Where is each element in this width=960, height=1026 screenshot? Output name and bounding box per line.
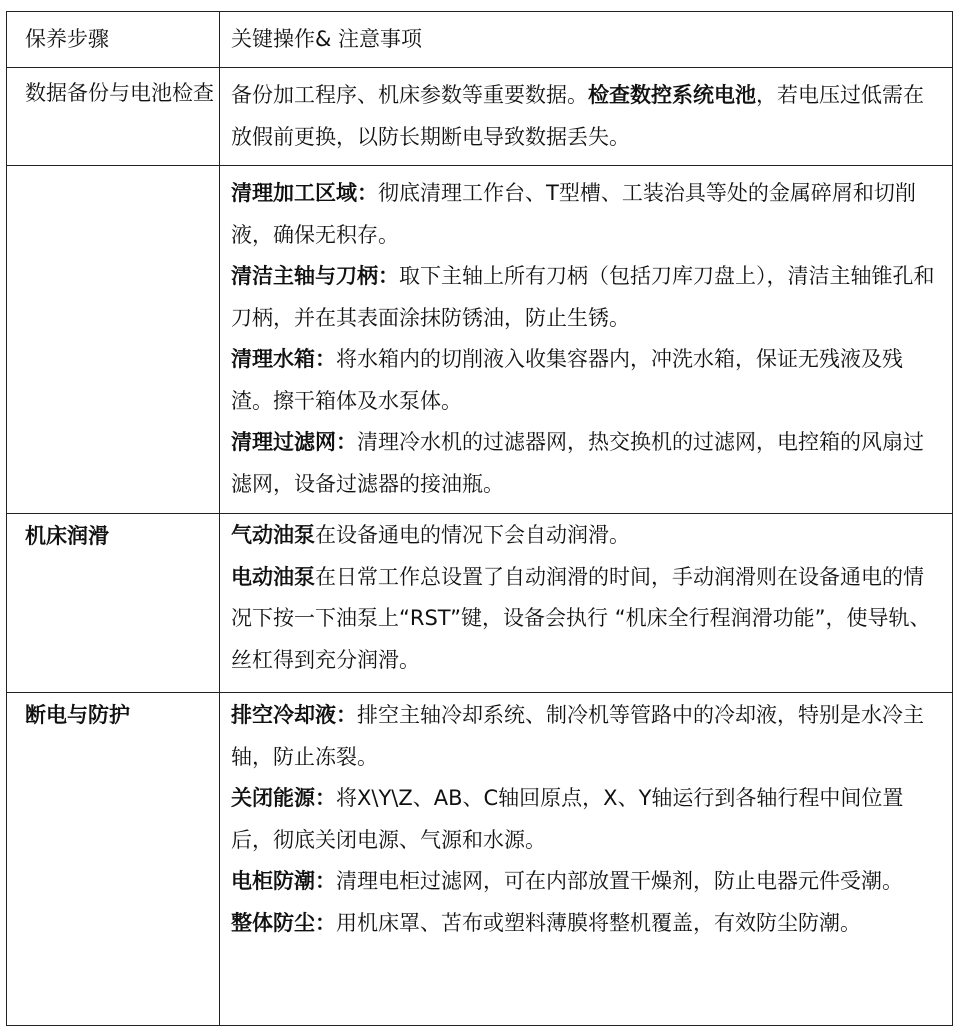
operation-text: 用机床罩、苫布或塑料薄膜将整机覆盖，有效防尘防潮。	[336, 910, 861, 935]
operations-cell	[220, 693, 953, 1026]
operation-text: 取下主轴上所有刀柄（包括刀库刀盘上），清洁主轴锥孔和刀柄，并在其表面涂抹防锈油，防止生锈。	[231, 264, 935, 330]
operation-text: 将水箱内的切削液入收集容器内，冲洗水箱，保证无残液及残渣。擦干箱体及水泵体。	[231, 347, 903, 413]
operation-highlight: 检查数控系统电池	[588, 83, 756, 107]
operation-lead: 清理过滤网：	[231, 430, 357, 454]
operation-lead: 清理水箱：	[231, 347, 336, 371]
operation-paragraph	[231, 422, 944, 505]
operation-paragraph	[231, 515, 944, 557]
operation-paragraph	[231, 861, 944, 903]
table-row	[7, 166, 953, 514]
operation-lead: 电柜防潮：	[231, 869, 336, 893]
operation-text: 将X\Y\Z、AB、C轴回原点，X、Y轴运行到各轴行程中间位置后，彻底关闭电源、气源和水源。	[231, 786, 904, 852]
operation-text: 清理冷水机的过滤器网，热交换机的过滤网，电控箱的风扇过滤网，设备过滤器的接油瓶。	[231, 430, 924, 496]
operation-lead: 气动油泵	[231, 523, 315, 547]
operation-paragraph	[231, 778, 944, 861]
table-row	[7, 68, 953, 166]
step-cell: 机床润滑	[7, 514, 220, 693]
operation-lead: 电动油泵	[231, 564, 315, 589]
operation-lead: 排空冷却液：	[231, 703, 357, 727]
operation-text-tail: ，若电压过低需在放假前更换，以防长期断电导致数据丢失。	[231, 83, 924, 149]
operation-text: 在设备通电的情况下会自动润滑。	[315, 523, 630, 547]
operation-text: 清理电柜过滤网，可在内部放置干燥剂，防止电器元件受潮。	[336, 869, 903, 893]
maintenance-table	[6, 11, 953, 1026]
operation-paragraph	[231, 903, 944, 945]
operation-paragraph	[231, 256, 944, 339]
operation-lead: 关闭能源：	[231, 786, 336, 810]
step-cell: 断电与防护	[7, 693, 220, 1026]
header-operations: 关键操作& 注意事项	[220, 12, 953, 68]
operation-paragraph	[231, 173, 944, 256]
operations-cell	[220, 514, 953, 693]
header-step: 保养步骤	[7, 12, 220, 68]
operation-text: 彻底清理工作台、T型槽、工装治具等处的金属碎屑和切削液，确保无积存。	[231, 181, 916, 247]
operations-cell	[220, 68, 953, 166]
operation-paragraph	[231, 339, 944, 422]
operation-paragraph	[231, 695, 944, 778]
table-row	[7, 693, 953, 1026]
table-row	[7, 514, 953, 693]
operation-lead: 清洁主轴与刀柄：	[231, 264, 399, 288]
step-cell	[7, 166, 220, 514]
table-header-row	[7, 12, 953, 68]
step-cell: 数据备份与电池检查	[7, 68, 220, 166]
operations-cell	[220, 166, 953, 514]
operation-lead: 清理加工区域：	[231, 181, 378, 205]
operation-text: 排空主轴冷却系统、制冷机等管路中的冷却液，特别是水冷主轴，防止冻裂。	[231, 703, 924, 769]
operation-lead: 整体防尘：	[231, 910, 336, 935]
operation-paragraph	[231, 75, 944, 158]
operation-text: 在日常工作总设置了自动润滑的时间，手动润滑则在设备通电的情况下按一下油泵上“RST”键，设备会执行 “机床全行程润滑功能”，使导轨、丝杠得到充分润滑。	[231, 564, 931, 672]
operation-text: 备份加工程序、机床参数等重要数据。	[231, 83, 588, 107]
operation-paragraph	[231, 557, 944, 682]
